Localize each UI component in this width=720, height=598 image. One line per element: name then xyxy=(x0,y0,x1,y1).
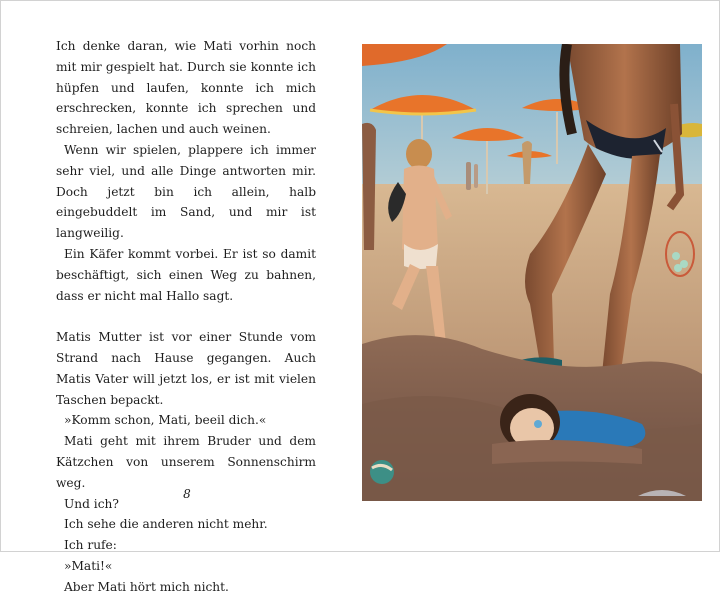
paragraph-10: »Mati!« xyxy=(64,558,113,573)
story-text xyxy=(56,36,316,598)
ball-icon xyxy=(370,460,394,484)
paragraph-7: Und ich? xyxy=(64,496,119,511)
paragraph-8: Ich sehe die anderen nicht mehr. xyxy=(64,517,268,532)
beach-illustration xyxy=(362,44,702,501)
paragraph-9: Ich rufe: xyxy=(64,538,117,553)
paragraph-11: Aber Mati hört mich nicht. xyxy=(64,579,229,594)
paragraph-2: Wenn wir spielen, plappere ich immer sehr viel, und alle Dinge antworten mir. Doch jetzt bin ich allein, halb eingebuddelt im Sand, und mir ist langweilig. xyxy=(56,142,316,241)
paragraph-5: »Komm schon, Mati, beeil dich.« xyxy=(64,413,267,428)
paragraph-4: Matis Mutter ist vor einer Stunde vom Strand nach Hause gegangen. Auch Matis Vater will jetzt los, er ist mit vielen Taschen bepackt. xyxy=(56,330,316,407)
page-number: 8 xyxy=(183,487,191,501)
paragraph-3: Ein Käfer kommt vorbei. Er ist so damit beschäftigt, sich einen Weg zu bahnen, dass er nicht mal Hallo sagt. xyxy=(56,246,316,303)
paragraph-1: Ich denke daran, wie Mati vorhin noch mit mir gespielt hat. Durch sie konnte ich hüpfen und laufen, konnte ich mich erschrecken, konnte ich sprechen und schreien, lachen und auch weinen. xyxy=(56,39,316,137)
paragraph-6: Mati geht mit ihrem Bruder und dem Kätzchen von unserem Sonnenschirm weg. xyxy=(56,434,316,490)
